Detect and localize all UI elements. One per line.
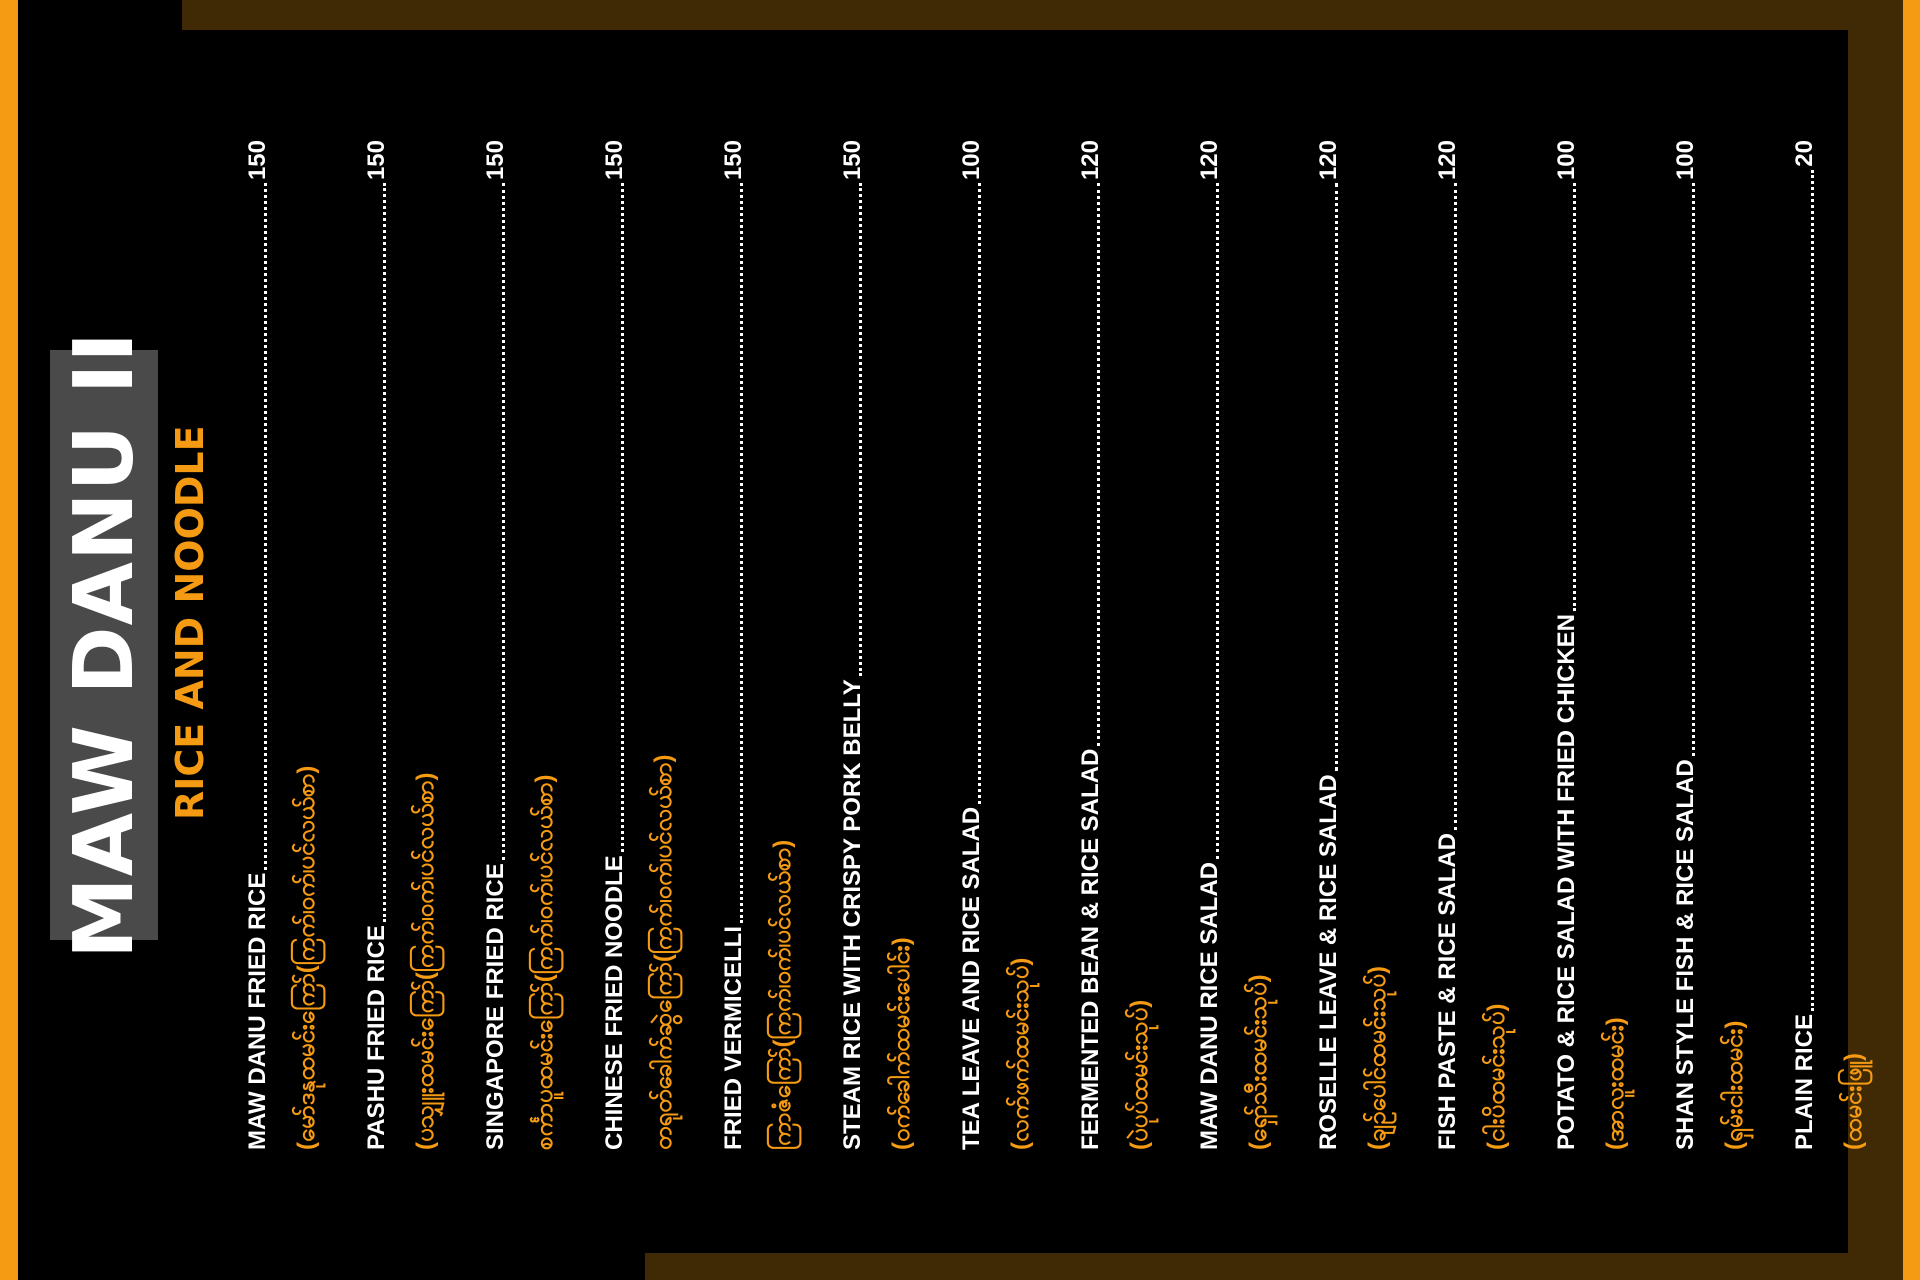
item-local-name: (ရှော်သီးထမင်းသုပ်) [1245,974,1272,1150]
item-local-name: (အာလူးထမင်း) [1602,1017,1629,1150]
brand-title: MAW DANU II [56,331,152,959]
menu-panel [40,100,1867,1180]
item-price: 100 [958,140,985,181]
item-price: 100 [1553,140,1580,181]
item-price: 120 [1434,140,1461,181]
item-name: SHAN STYLE FISH & RICE SALAD [1672,759,1699,1150]
item-price: 100 [1672,140,1699,181]
frame-bottom-band [645,1253,1903,1280]
item-price: 120 [1077,140,1104,181]
dot-leader [1811,170,1814,1011]
item-local-name: (ပဲပုပ်ထမင်းသုပ်) [1126,999,1153,1150]
item-name: CHINESE FRIED NOODLE [601,855,628,1150]
item-name: MAW DANU RICE SALAD [1196,862,1223,1150]
item-name: FISH PASTE & RICE SALAD [1434,833,1461,1150]
item-name: SINGAPORE FRIED RICE [482,863,509,1150]
menu-item [1422,140,1541,1150]
dot-leader [1335,183,1338,771]
item-name: TEA LEAVE AND RICE SALAD [958,806,985,1150]
item-name: PLAIN RICE [1791,1013,1818,1150]
item-local-name: (လက်ဖက်ထမင်းသုပ်) [1007,957,1034,1150]
item-price: 150 [839,140,866,181]
item-price: 150 [244,140,271,181]
dot-leader [1573,183,1576,611]
dot-leader [859,183,862,676]
section-title: RICE AND NOODLE [168,425,212,820]
item-local-name: (ငါးပိထမင်းသုပ်) [1483,1003,1510,1150]
item-name: FERMENTED BEAN & RICE SALAD [1077,748,1104,1150]
item-local-name: စင်္ကာပူထမင်းကြော်(ကြက်၊ဝက်၊ပင်လယ်စာ) [531,774,558,1150]
menu-item [351,140,470,1150]
menu-item [232,140,351,1150]
dot-leader [502,183,505,860]
menu-item [589,140,708,1150]
dot-leader [1216,183,1219,859]
item-price: 150 [363,140,390,181]
item-local-name: (ထမင်းဖြူ) [1840,1053,1867,1150]
brand-box [50,331,158,959]
dot-leader [621,183,624,852]
menu-item [946,140,1065,1150]
dot-leader [1454,183,1457,830]
frame-left-border [0,0,18,1280]
menu-item [708,140,827,1150]
item-name: ROSELLE LEAVE & RICE SALAD [1315,774,1342,1150]
dot-leader [383,183,386,922]
item-local-name: (ဝက်ခေါက်ထမင်းပေါင်း) [888,937,915,1150]
frame-right-border [1903,0,1920,1280]
item-local-name: တရုတ်ခေါက်ဆွဲကြော်(ကြက်၊ဝက်၊ပင်လယ်စာ) [650,754,677,1150]
menu-item [470,140,589,1150]
menu-item [1660,140,1779,1150]
item-price: 120 [1315,140,1342,181]
item-local-name: (ရှမ်းငါးထမင်း) [1721,1020,1748,1150]
menu-item [1541,140,1660,1150]
item-price: 20 [1791,140,1818,167]
menu-item [1184,140,1303,1150]
item-name: MAW DANU FRIED RICE [244,872,271,1150]
menu-item-list [232,140,1898,1150]
frame-top-band [182,0,1903,30]
item-local-name: (မော်ဒနုထမင်းကြော်(ကြက်၊ဝက်၊ပင်လယ်စာ) [293,765,320,1150]
item-price: 150 [601,140,628,181]
menu-item [827,140,946,1150]
menu-item [1303,140,1422,1150]
item-name: POTATO & RICE SALAD WITH FRIED CHICKEN [1553,614,1580,1150]
item-local-name: (ချဉ်ပေါင်ထမင်းသုပ်) [1364,966,1391,1150]
item-name: FRIED VERMICELLI [720,925,747,1150]
item-local-name: ကြာဇံကြော်(ကြက်၊ဝက်၊ပင်လယ်စာ) [769,839,796,1150]
dot-leader [978,183,981,804]
menu-item [1065,140,1184,1150]
item-price: 120 [1196,140,1223,181]
item-price: 150 [482,140,509,181]
item-local-name: (ပသျှူးထမင်းကြော်(ကြက်၊ဝက်၊ပင်လယ်စာ) [412,772,439,1150]
dot-leader [740,183,743,923]
dot-leader [1097,183,1100,746]
item-name: STEAM RICE WITH CRISPY PORK BELLY [839,679,866,1150]
item-price: 150 [720,140,747,181]
dot-leader [264,183,267,870]
menu-item [1779,140,1898,1150]
item-name: PASHU FRIED RICE [363,925,390,1150]
dot-leader [1692,183,1695,756]
